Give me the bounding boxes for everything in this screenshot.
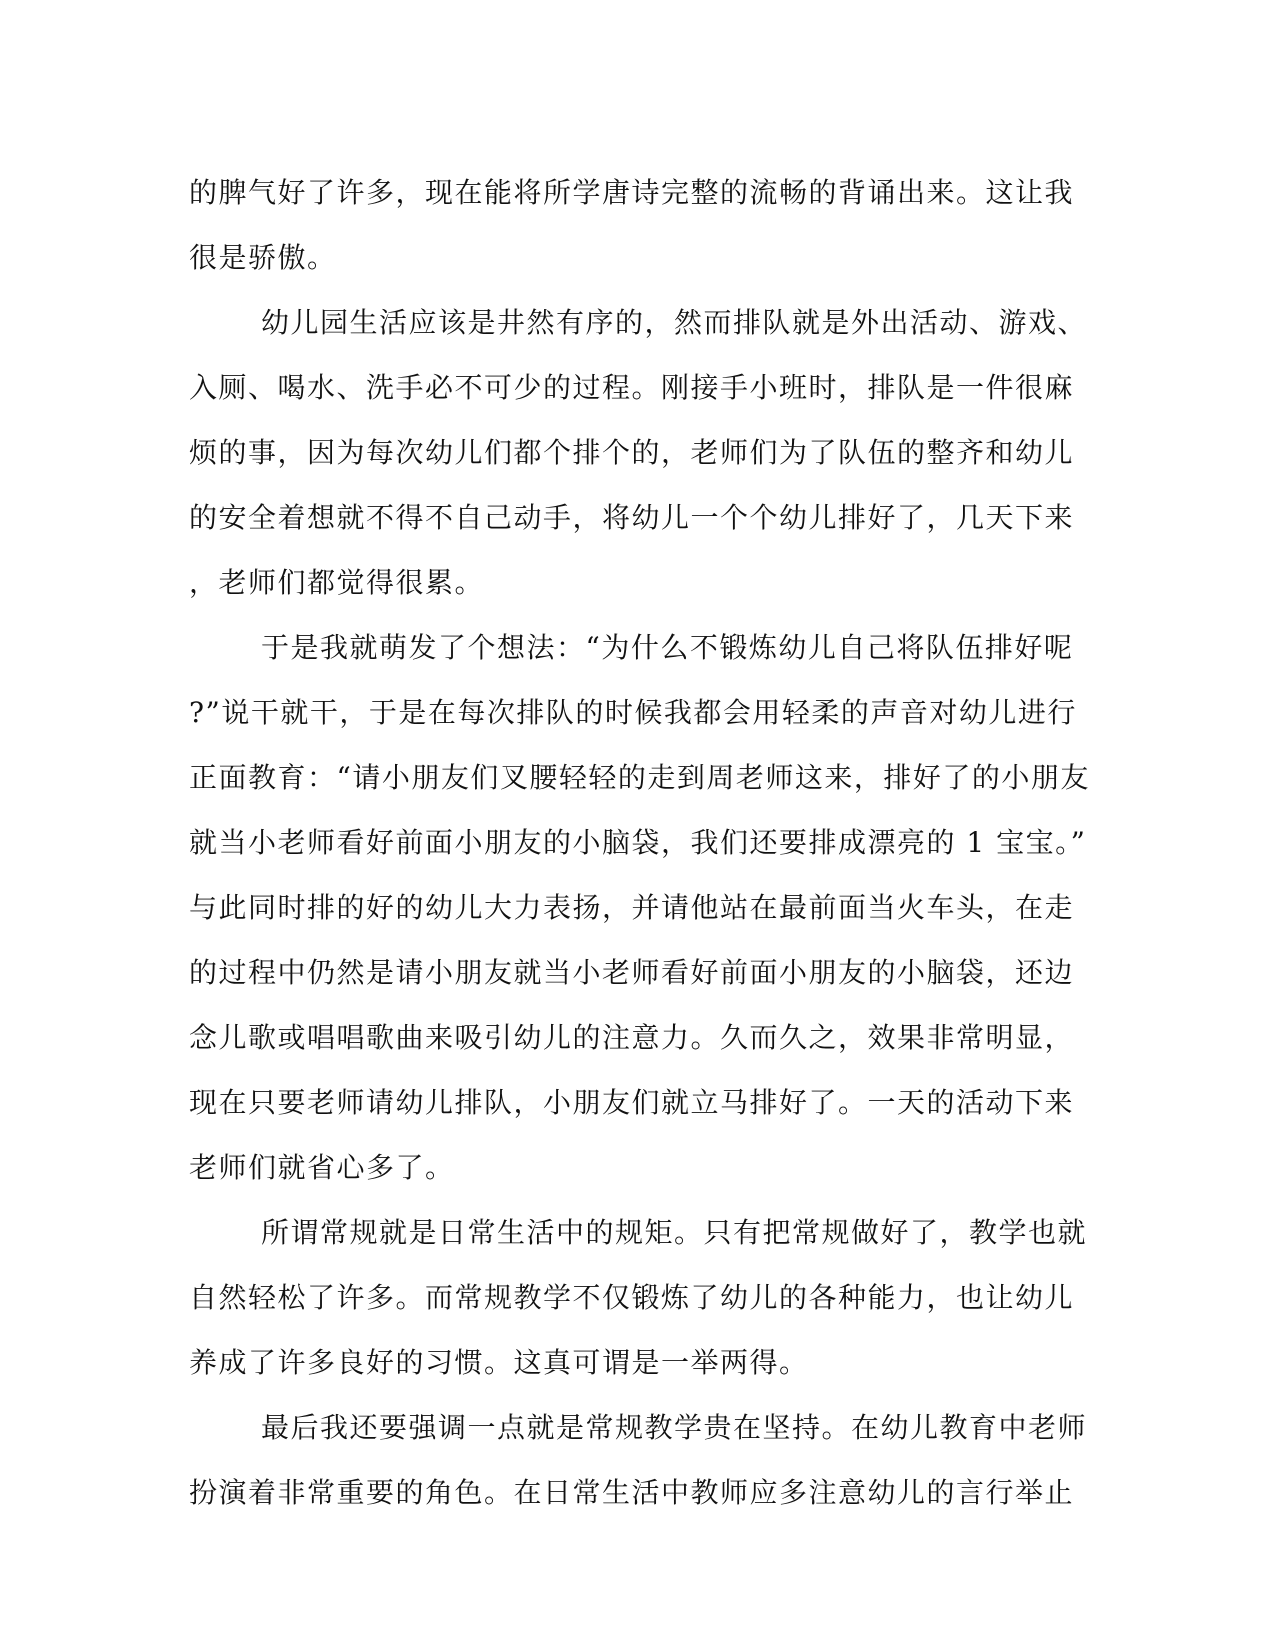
text-line: 入厕、喝水、洗手必不可少的过程。刚接手小班时，排队是一件很麻	[189, 371, 1075, 404]
text-line: 现在只要老师请幼儿排队，小朋友们就立马排好了。一天的活动下来	[189, 1086, 1075, 1119]
text-line: 扮演着非常重要的角色。在日常生活中教师应多注意幼儿的言行举止	[189, 1476, 1075, 1509]
text-line: 烦的事，因为每次幼儿们都个排个的，老师们为了队伍的整齐和幼儿	[189, 436, 1075, 469]
text-line: 很是骄傲。	[189, 241, 337, 274]
text-line: 的脾气好了许多，现在能将所学唐诗完整的流畅的背诵出来。这让我	[189, 176, 1075, 209]
text-line: 正面教育：“请小朋友们叉腰轻轻的走到周老师这来，排好了的小朋友	[189, 761, 1090, 794]
text-line: 的安全着想就不得不自己动手，将幼儿一个个幼儿排好了，几天下来	[189, 501, 1075, 534]
paragraph-start-line: 最后我还要强调一点就是常规教学贵在坚持。在幼儿教育中老师	[261, 1411, 1088, 1444]
paragraph-start-line: 于是我就萌发了个想法：“为什么不锻炼幼儿自己将队伍排好呢	[261, 631, 1074, 664]
text-line: 老师们就省心多了。	[189, 1151, 455, 1184]
paragraph-start-line: 幼儿园生活应该是井然有序的，然而排队就是外出活动、游戏、	[261, 306, 1088, 339]
text-line: 与此同时排的好的幼儿大力表扬，并请他站在最前面当火车头，在走	[189, 891, 1075, 924]
paragraph-start-line: 所谓常规就是日常生活中的规矩。只有把常规做好了，教学也就	[261, 1216, 1088, 1249]
body-text	[189, 160, 1090, 1525]
text-line: 养成了许多良好的习惯。这真可谓是一举两得。	[189, 1346, 809, 1379]
text-line: 就当小老师看好前面小朋友的小脑袋，我们还要排成漂亮的 1 宝宝。”	[189, 826, 1087, 859]
text-line: ?”说干就干，于是在每次排队的时候我都会用轻柔的声音对幼儿进行	[189, 696, 1077, 729]
text-line: ，老师们都觉得很累。	[189, 566, 485, 599]
text-line: 念儿歌或唱唱歌曲来吸引幼儿的注意力。久而久之，效果非常明显，	[189, 1021, 1075, 1054]
text-line: 的过程中仍然是请小朋友就当小老师看好前面小朋友的小脑袋，还边	[189, 956, 1075, 989]
text-line: 自然轻松了许多。而常规教学不仅锻炼了幼儿的各种能力，也让幼儿	[189, 1281, 1075, 1314]
